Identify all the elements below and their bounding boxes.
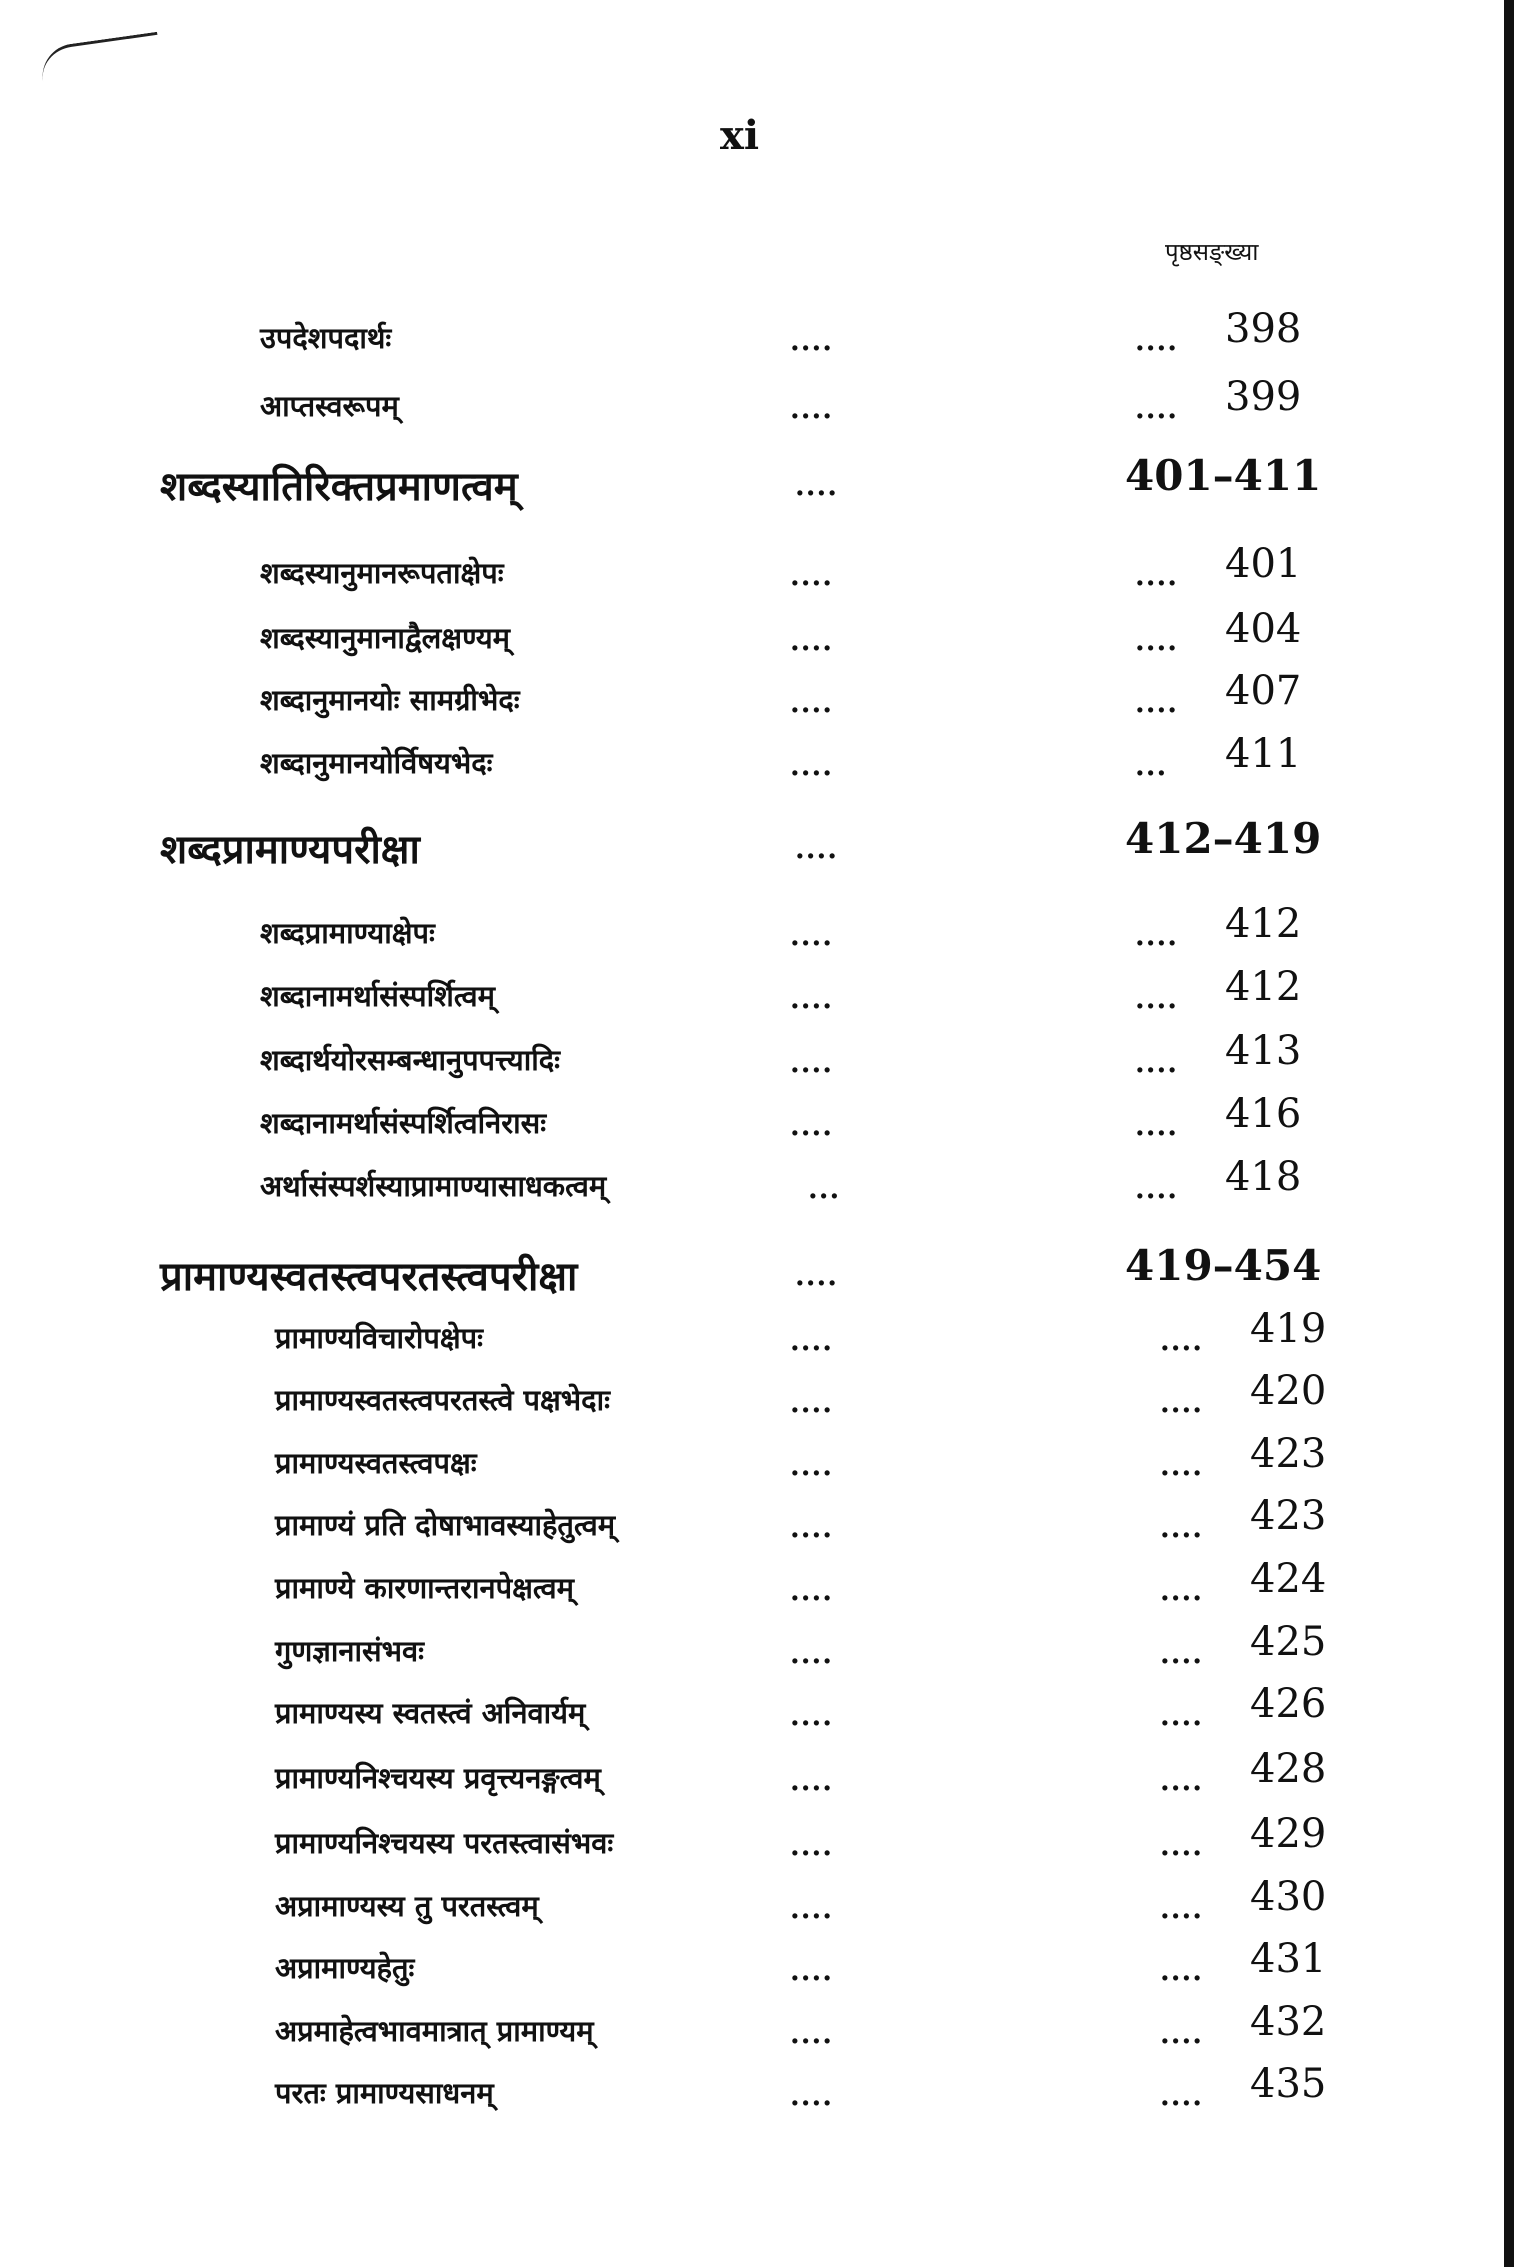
dot-leader: .... xyxy=(790,1449,833,1482)
dot-leader: .... xyxy=(790,982,833,1015)
dot-leader-right: .... xyxy=(1160,1829,1203,1862)
page-ref: 407 xyxy=(1225,668,1302,714)
dot-leader: .... xyxy=(790,324,833,357)
toc-entry-title: शब्दस्यानुमानाद्वैलक्षण्यम् xyxy=(260,621,511,655)
toc-entry xyxy=(0,1936,1514,2000)
page-range: 412–419 xyxy=(1125,814,1322,863)
page-ref: 423 xyxy=(1250,1493,1327,1539)
page-ref: 413 xyxy=(1225,1028,1302,1074)
page-ref: 398 xyxy=(1225,306,1302,352)
toc-entry xyxy=(0,1368,1514,1432)
toc-entry xyxy=(0,606,1514,670)
page-ref: 416 xyxy=(1225,1091,1302,1137)
page-ref: 399 xyxy=(1225,374,1302,420)
toc-entry-title: शब्दानामर्थासंस्पर्शित्वनिरासः xyxy=(260,1106,547,1140)
dot-leader-right: .... xyxy=(1160,1954,1203,1987)
page-column-header: पृष्ठसङ्ख्या xyxy=(1165,238,1259,266)
toc-entry-title: प्रामाण्यविचारोपक्षेपः xyxy=(275,1321,483,1355)
page-ref: 426 xyxy=(1250,1681,1327,1727)
dot-leader: .... xyxy=(790,1386,833,1419)
page-ref: 425 xyxy=(1250,1619,1327,1665)
page-ref: 401 xyxy=(1225,541,1302,587)
dot-leader: .... xyxy=(790,1109,833,1142)
dot-leader: .... xyxy=(790,1954,833,1987)
page-ref: 429 xyxy=(1250,1811,1327,1857)
toc-entry xyxy=(0,374,1514,438)
page-ref: 411 xyxy=(1225,731,1302,777)
page-ref: 424 xyxy=(1250,1556,1327,1602)
toc-entry xyxy=(0,964,1514,1028)
toc-entry-title: शब्दानुमानयोः सामग्रीभेदः xyxy=(260,683,520,717)
dot-leader: .... xyxy=(790,624,833,657)
dot-leader: .... xyxy=(790,1574,833,1607)
dot-leader-right: .... xyxy=(1160,2017,1203,2050)
toc-entry-title: प्रामाण्यनिश्चयस्य परतस्त्वासंभवः xyxy=(275,1826,614,1860)
toc-entry-title: प्रामाण्यस्य स्वतस्त्वं अनिवार्यम् xyxy=(275,1696,586,1730)
dot-leader: .... xyxy=(790,919,833,952)
dot-leader: .... xyxy=(790,1637,833,1670)
toc-entry xyxy=(0,1493,1514,1557)
toc-entry xyxy=(0,1681,1514,1745)
dot-leader-right: .... xyxy=(1135,624,1178,657)
toc-entry-title: गुणज्ञानासंभवः xyxy=(275,1634,424,1668)
toc-entry-title: प्रामाण्ये कारणान्तरानपेक्षत्वम् xyxy=(275,1571,575,1605)
toc-entry xyxy=(0,1091,1514,1155)
toc-entry xyxy=(0,1874,1514,1938)
toc-entry xyxy=(0,1028,1514,1092)
dot-leader: .... xyxy=(795,832,838,865)
toc-entry-title: शब्दस्यातिरिक्तप्रमाणत्वम् xyxy=(160,463,518,510)
page-ref: 412 xyxy=(1225,901,1302,947)
dot-leader-right: .... xyxy=(1135,1046,1178,1079)
toc-entry xyxy=(0,2061,1514,2125)
dot-leader: .... xyxy=(790,1324,833,1357)
toc-section xyxy=(0,814,1514,878)
dot-leader-right: .... xyxy=(1160,1449,1203,1482)
page-ref: 423 xyxy=(1250,1431,1327,1477)
toc-entry-title: आप्तस्वरूपम् xyxy=(260,389,399,423)
dot-leader-right: .... xyxy=(1135,982,1178,1015)
page-ref: 428 xyxy=(1250,1746,1327,1792)
dot-leader: .... xyxy=(790,392,833,425)
dot-leader-right: .... xyxy=(1160,1324,1203,1357)
dot-leader-right: .... xyxy=(1160,1511,1203,1544)
toc-entry-title: अप्रमाहेत्वभावमात्रात् प्रामाण्यम् xyxy=(275,2014,594,2048)
toc-entry xyxy=(0,541,1514,605)
dot-leader-right: .... xyxy=(1135,1109,1178,1142)
dot-leader-right: .... xyxy=(1160,1699,1203,1732)
dot-leader: .... xyxy=(790,1046,833,1079)
page-ref: 435 xyxy=(1250,2061,1327,2107)
dot-leader-right: .... xyxy=(1160,1386,1203,1419)
dot-leader-right: .... xyxy=(1135,559,1178,592)
dot-leader: .... xyxy=(795,1259,838,1292)
dot-leader-right: .... xyxy=(1135,686,1178,719)
toc-entry-title: अप्रामाण्यस्य तु परतस्त्वम् xyxy=(275,1889,539,1923)
page-ref: 430 xyxy=(1250,1874,1327,1920)
page-ref: 419 xyxy=(1250,1306,1327,1352)
dot-leader-right: .... xyxy=(1160,1574,1203,1607)
dot-leader-right: .... xyxy=(1160,1637,1203,1670)
page-ref: 431 xyxy=(1250,1936,1327,1982)
dot-leader: .... xyxy=(790,1764,833,1797)
toc-entry xyxy=(0,668,1514,732)
toc-entry xyxy=(0,731,1514,795)
dot-leader: .... xyxy=(790,1829,833,1862)
toc-entry-title: शब्दानामर्थासंस्पर्शित्वम् xyxy=(260,979,496,1013)
toc-entry xyxy=(0,1811,1514,1875)
dot-leader: .... xyxy=(790,559,833,592)
toc-entry xyxy=(0,1746,1514,1810)
dot-leader-right: .... xyxy=(1135,392,1178,425)
dot-leader-right: .... xyxy=(1135,1172,1178,1205)
dot-leader-right: .... xyxy=(1160,2079,1203,2112)
dot-leader: .... xyxy=(790,1511,833,1544)
dot-leader-right: .... xyxy=(1135,324,1178,357)
dot-leader: .... xyxy=(790,686,833,719)
dot-leader: .... xyxy=(795,469,838,502)
toc-entry-title: अप्रामाण्यहेतुः xyxy=(275,1951,415,1985)
toc-entry xyxy=(0,1556,1514,1620)
toc-entry xyxy=(0,306,1514,370)
toc-section xyxy=(0,451,1514,515)
toc-entry-title: प्रामाण्यं प्रति दोषाभावस्याहेतुत्वम् xyxy=(275,1508,616,1542)
toc-entry-title: शब्दस्यानुमानरूपताक्षेपः xyxy=(260,556,504,590)
toc-section xyxy=(0,1241,1514,1305)
dot-leader: .... xyxy=(790,749,833,782)
dot-leader: ... xyxy=(808,1172,841,1205)
page-ref: 420 xyxy=(1250,1368,1327,1414)
toc-entry-title: शब्दप्रामाण्यपरीक्षा xyxy=(160,826,420,873)
toc-entry-title: प्रामाण्यनिश्चयस्य प्रवृत्त्यनङ्गत्वम् xyxy=(275,1761,601,1795)
toc-entry-title: शब्दानुमानयोर्विषयभेदः xyxy=(260,746,493,780)
page-ref: 418 xyxy=(1225,1154,1302,1200)
toc-entry-title: परतः प्रामाण्यसाधनम् xyxy=(275,2076,494,2110)
toc-entry xyxy=(0,1619,1514,1683)
toc-entry xyxy=(0,1431,1514,1495)
page-ref: 432 xyxy=(1250,1999,1327,2045)
dot-leader-right: ... xyxy=(1135,749,1168,782)
toc-entry xyxy=(0,1306,1514,1370)
dot-leader-right: .... xyxy=(1135,919,1178,952)
toc-entry-title: शब्दप्रामाण्याक्षेपः xyxy=(260,916,435,950)
toc-entry-title: प्रामाण्यस्वतस्त्वपरतस्त्वपरीक्षा xyxy=(160,1253,578,1300)
page-range: 401–411 xyxy=(1125,451,1322,500)
toc-entry xyxy=(0,1154,1514,1218)
toc-entry-title: प्रामाण्यस्वतस्त्वपरतस्त्वे पक्षभेदाः xyxy=(275,1383,610,1417)
toc-entry-title: उपदेशपदार्थः xyxy=(260,321,392,355)
dot-leader: .... xyxy=(790,2079,833,2112)
toc-entry xyxy=(0,901,1514,965)
toc-entry-title: अर्थासंस्पर्शस्याप्रामाण्यासाधकत्वम् xyxy=(260,1169,607,1203)
page-number: xi xyxy=(720,112,760,159)
dot-leader: .... xyxy=(790,1892,833,1925)
page-range: 419–454 xyxy=(1125,1241,1322,1290)
dot-leader-right: .... xyxy=(1160,1892,1203,1925)
page-ref: 412 xyxy=(1225,964,1302,1010)
toc-entry xyxy=(0,1999,1514,2063)
toc-entry-title: प्रामाण्यस्वतस्त्वपक्षः xyxy=(275,1446,477,1480)
dot-leader-right: .... xyxy=(1160,1764,1203,1797)
dot-leader: .... xyxy=(790,1699,833,1732)
page-ref: 404 xyxy=(1225,606,1302,652)
dot-leader: .... xyxy=(790,2017,833,2050)
toc-entry-title: शब्दार्थयोरसम्बन्धानुपपत्त्यादिः xyxy=(260,1043,561,1077)
